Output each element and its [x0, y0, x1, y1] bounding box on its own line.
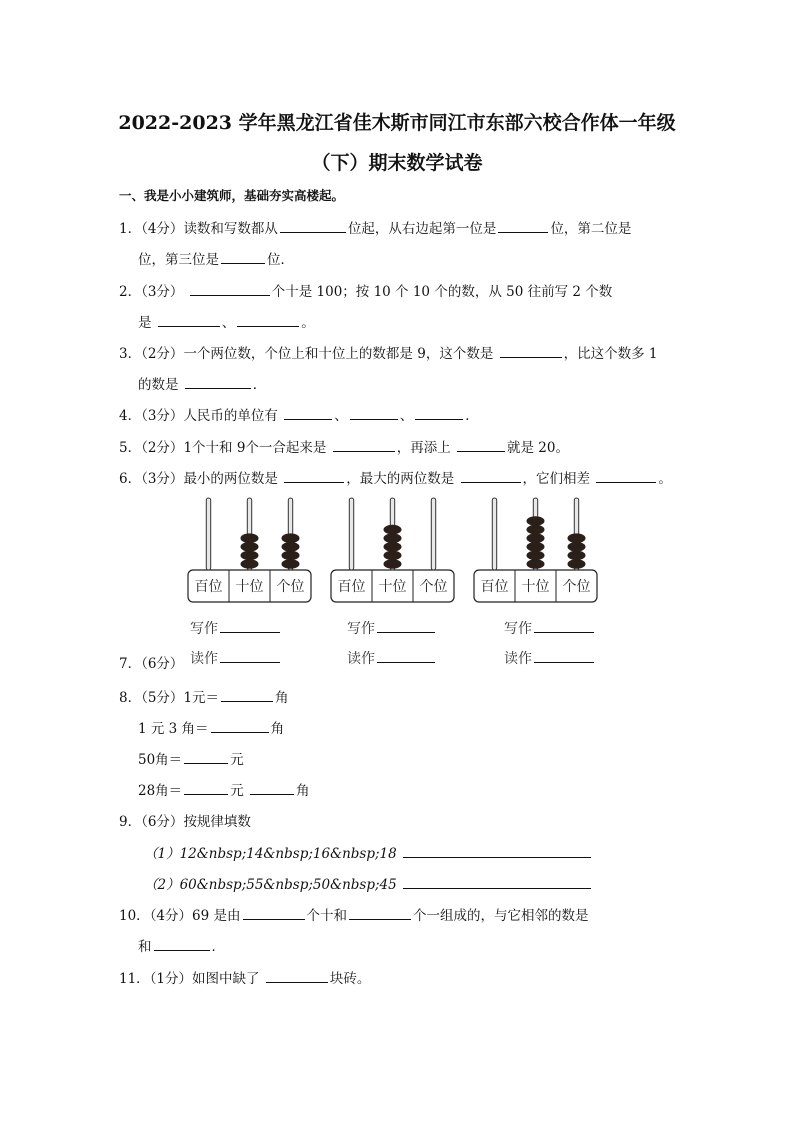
abacus-2-read: 读作 [347, 648, 437, 668]
abacus-bead [241, 551, 259, 561]
question-3-cont: 的数是 ． [138, 373, 266, 393]
abacus-bead [384, 559, 402, 569]
q9-sequence-2: （2）60&nbsp;55&nbsp;50&nbsp;45 [144, 873, 593, 893]
q9-sequence-1: （1）12&nbsp;14&nbsp;16&nbsp;18 [144, 842, 593, 862]
q1-blank-4[interactable] [221, 249, 265, 264]
title-line-1: 2022-2023 学年黑龙江省佳木斯市同江市东部六校合作体一年级 [118, 112, 676, 134]
abacus-bead [568, 542, 586, 552]
question-3: 3．（2分）一个两位数，个位上和十位上的数都是 9，这个数是 ，比这个数多 1 [119, 342, 658, 362]
q8-line-2: 1 元 3 角＝ 角 [138, 717, 284, 737]
q8-blank-2[interactable] [211, 718, 269, 733]
abacus-2-write-blank[interactable] [377, 618, 435, 633]
q8-blank-1[interactable] [221, 687, 273, 702]
abacus-bead [384, 525, 402, 535]
title-line-2: （下）期末数学试卷 [311, 152, 483, 174]
q2-blank-1[interactable] [190, 281, 270, 296]
abacus-place-label: 个位 [419, 579, 448, 595]
abacus-bead [282, 551, 300, 561]
abacus-bead [527, 559, 545, 569]
abacus-1 [188, 498, 311, 602]
abacus-rod [349, 498, 353, 570]
q3-blank-1[interactable] [500, 343, 562, 358]
abacus-rod [431, 498, 435, 570]
abacus-bead [384, 542, 402, 552]
question-2-cont: 是 、 。 [138, 311, 315, 331]
abacus-bead [527, 516, 545, 526]
q6-blank-2[interactable] [461, 468, 521, 483]
q8-line-3: 50角＝ 元 [138, 748, 244, 768]
q1-blank-2[interactable] [498, 218, 548, 233]
question-7: 7．（6分） [119, 656, 184, 672]
q8-blank-3[interactable] [184, 749, 228, 764]
q2-blank-3[interactable] [237, 312, 299, 327]
abacus-bead [241, 533, 259, 543]
q1-blank-1[interactable] [280, 218, 346, 233]
question-1-cont: 位，第三位是 位． [138, 248, 294, 268]
q4-blank-2[interactable] [350, 405, 398, 420]
q8-blank-4[interactable] [184, 780, 228, 795]
q5-blank-2[interactable] [457, 437, 505, 452]
abacus-bead [282, 533, 300, 543]
abacus-3-read: 读作 [504, 648, 596, 668]
abacus-3 [474, 498, 597, 602]
abacus-bead [241, 559, 259, 569]
abacus-bead [527, 525, 545, 535]
abacus-bead [527, 533, 545, 543]
question-8: 8．（5分）1元＝ 角 [119, 686, 289, 706]
abacus-bead [241, 542, 259, 552]
q5-blank-1[interactable] [333, 437, 395, 452]
abacus-3-write: 写作 [504, 618, 596, 638]
q9-blank-2[interactable] [403, 874, 591, 889]
abacus-2-read-blank[interactable] [377, 648, 435, 663]
question-4: 4．（3分）人民币的单位有 、 、 ． [119, 404, 479, 424]
q4-blank-1[interactable] [284, 405, 332, 420]
abacus-1-read: 读作 [190, 648, 282, 668]
q8-line-4: 28角＝ 元 角 [138, 779, 309, 799]
q9-blank-1[interactable] [403, 843, 591, 858]
abacus-1-read-blank[interactable] [220, 648, 280, 663]
q6-blank-1[interactable] [284, 468, 344, 483]
q3-blank-2[interactable] [185, 374, 251, 389]
q4-blank-3[interactable] [415, 405, 463, 420]
q8-blank-5[interactable] [250, 780, 294, 795]
abacus-3-read-blank[interactable] [534, 648, 594, 663]
abacus-bead [568, 559, 586, 569]
abacus-bead [282, 542, 300, 552]
abacus-bead [282, 559, 300, 569]
abacus-place-label: 个位 [276, 579, 305, 595]
abacus-place-label: 百位 [337, 579, 366, 595]
abacus-2-write: 写作 [347, 618, 437, 638]
question-6: 6．（3分）最小的两位数是 ，最大的两位数是 ，它们相差 。 [119, 467, 672, 487]
abacus-rod [492, 498, 496, 570]
abacus-place-label: 百位 [480, 579, 509, 595]
abacus-1-write-blank[interactable] [220, 618, 280, 633]
q11-blank-1[interactable] [266, 968, 328, 983]
abacus-bead [527, 551, 545, 561]
q10-blank-4[interactable] [154, 936, 210, 951]
abacus-place-label: 十位 [235, 579, 264, 595]
question-11: 11．（1分）如图中缺了 块砖。 [119, 967, 370, 987]
question-1: 1．（4分）读数和写数都从 位起，从右边起第一位是 位，第二位是 [119, 217, 631, 237]
question-2: 2．（3分） 个十是 100；按 10 个 10 个的数，从 50 往前写 2 个数 [119, 280, 612, 300]
question-10-cont: 和 ． [138, 935, 225, 955]
abacus-rod [206, 498, 210, 570]
q10-blank-2[interactable] [349, 905, 411, 920]
abacus-1-write: 写作 [190, 618, 282, 638]
question-5: 5．（2分）1个十和 9个一合起来是 ，再添上 就是 20。 [119, 436, 569, 456]
abacus-place-label: 十位 [378, 579, 407, 595]
section-1-heading: 一、我是小小建筑师，基础夯实高楼起。 [119, 188, 345, 203]
abacus-place-label: 个位 [562, 579, 591, 595]
question-10: 10．（4分）69 是由 个十和 个一组成的，与它相邻的数是 [119, 904, 589, 924]
abacus-bead [384, 551, 402, 561]
question-9: 9．（6分）按规律填数 [119, 814, 251, 830]
q6-blank-3[interactable] [596, 468, 656, 483]
abacus-bead [527, 542, 545, 552]
abacus-figures [0, 490, 794, 610]
q2-blank-2[interactable] [158, 312, 220, 327]
abacus-place-label: 百位 [194, 579, 223, 595]
abacus-2 [331, 498, 454, 602]
abacus-place-label: 十位 [521, 579, 550, 595]
q10-blank-1[interactable] [243, 905, 305, 920]
abacus-bead [568, 533, 586, 543]
abacus-bead [384, 533, 402, 543]
abacus-bead [568, 551, 586, 561]
abacus-3-write-blank[interactable] [534, 618, 594, 633]
